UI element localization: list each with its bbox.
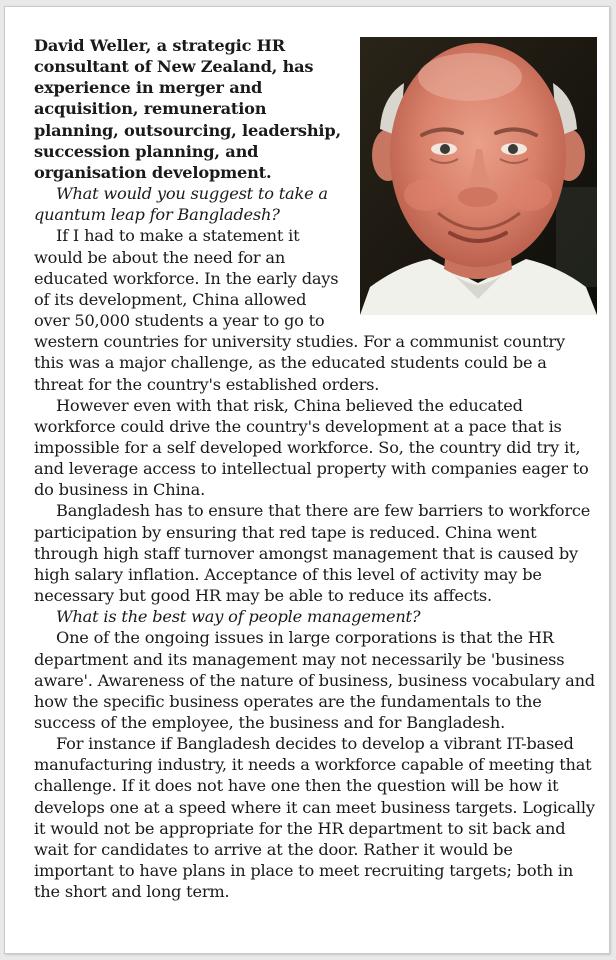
portrait-photo: [360, 37, 597, 315]
portrait-illustration: [360, 37, 597, 315]
interview-question-2: What is the best way of people management?: [56, 607, 421, 627]
answer-2-paragraph-1: One of the ongoing issues in large corporations is that the HR department and its management may not necessarily be 'business aware'. Awareness of the nature of business, business vocabulary and how the specific business operates are the fundamentals to the success of the employee, the business and for Bangladesh.: [34, 628, 595, 732]
intro-paragraph: David Weller, a strategic HR consultant of New Zealand, has experience in merger and acquisition, remuneration planning, outsourcing, leadership, succession planning, and organisation development.: [34, 36, 341, 182]
interview-article: [34, 35, 597, 902]
newspaper-page: [4, 6, 610, 954]
answer-1-paragraph-1: If I had to make a statement it would be about the need for an educated workforce. In the early days of its development, China allowed over 50,000 students a year to go to western countries for university studies. For a communist country this was a major challenge, as the educated students could be a threat for the country's established orders.: [34, 226, 565, 394]
answer-1-paragraph-3: Bangladesh has to ensure that there are few barriers to workforce participation by ensuring that red tape is reduced. China went through high staff turnover amongst management that is caused by high salary inflation. Acceptance of this level of activity may be necessary but good HR may be able to reduce its affects.: [34, 501, 591, 606]
answer-1-paragraph-2: However even with that risk, China believed the educated workforce could drive the country's development at a pace that is impossible for a self developed workforce. So, the country did try it, and leverage access to intellectual property with companies eager to do business in China.: [34, 395, 589, 500]
interview-question-1: What would you suggest to take a quantum leap for Bangladesh?: [34, 184, 328, 225]
answer-2-paragraph-2: For instance if Bangladesh decides to develop a vibrant IT-based manufacturing industry, it needs a workforce capable of meeting that challenge. If it does not have one then the question will be how it develops one at a speed where it can meet business targets. Logically it would not be appropriate for the HR department to sit back and wait for candidates to arrive at the door. Rather it would be important to have plans in place to meet recruiting targets; both in the short and long term.: [34, 734, 595, 902]
